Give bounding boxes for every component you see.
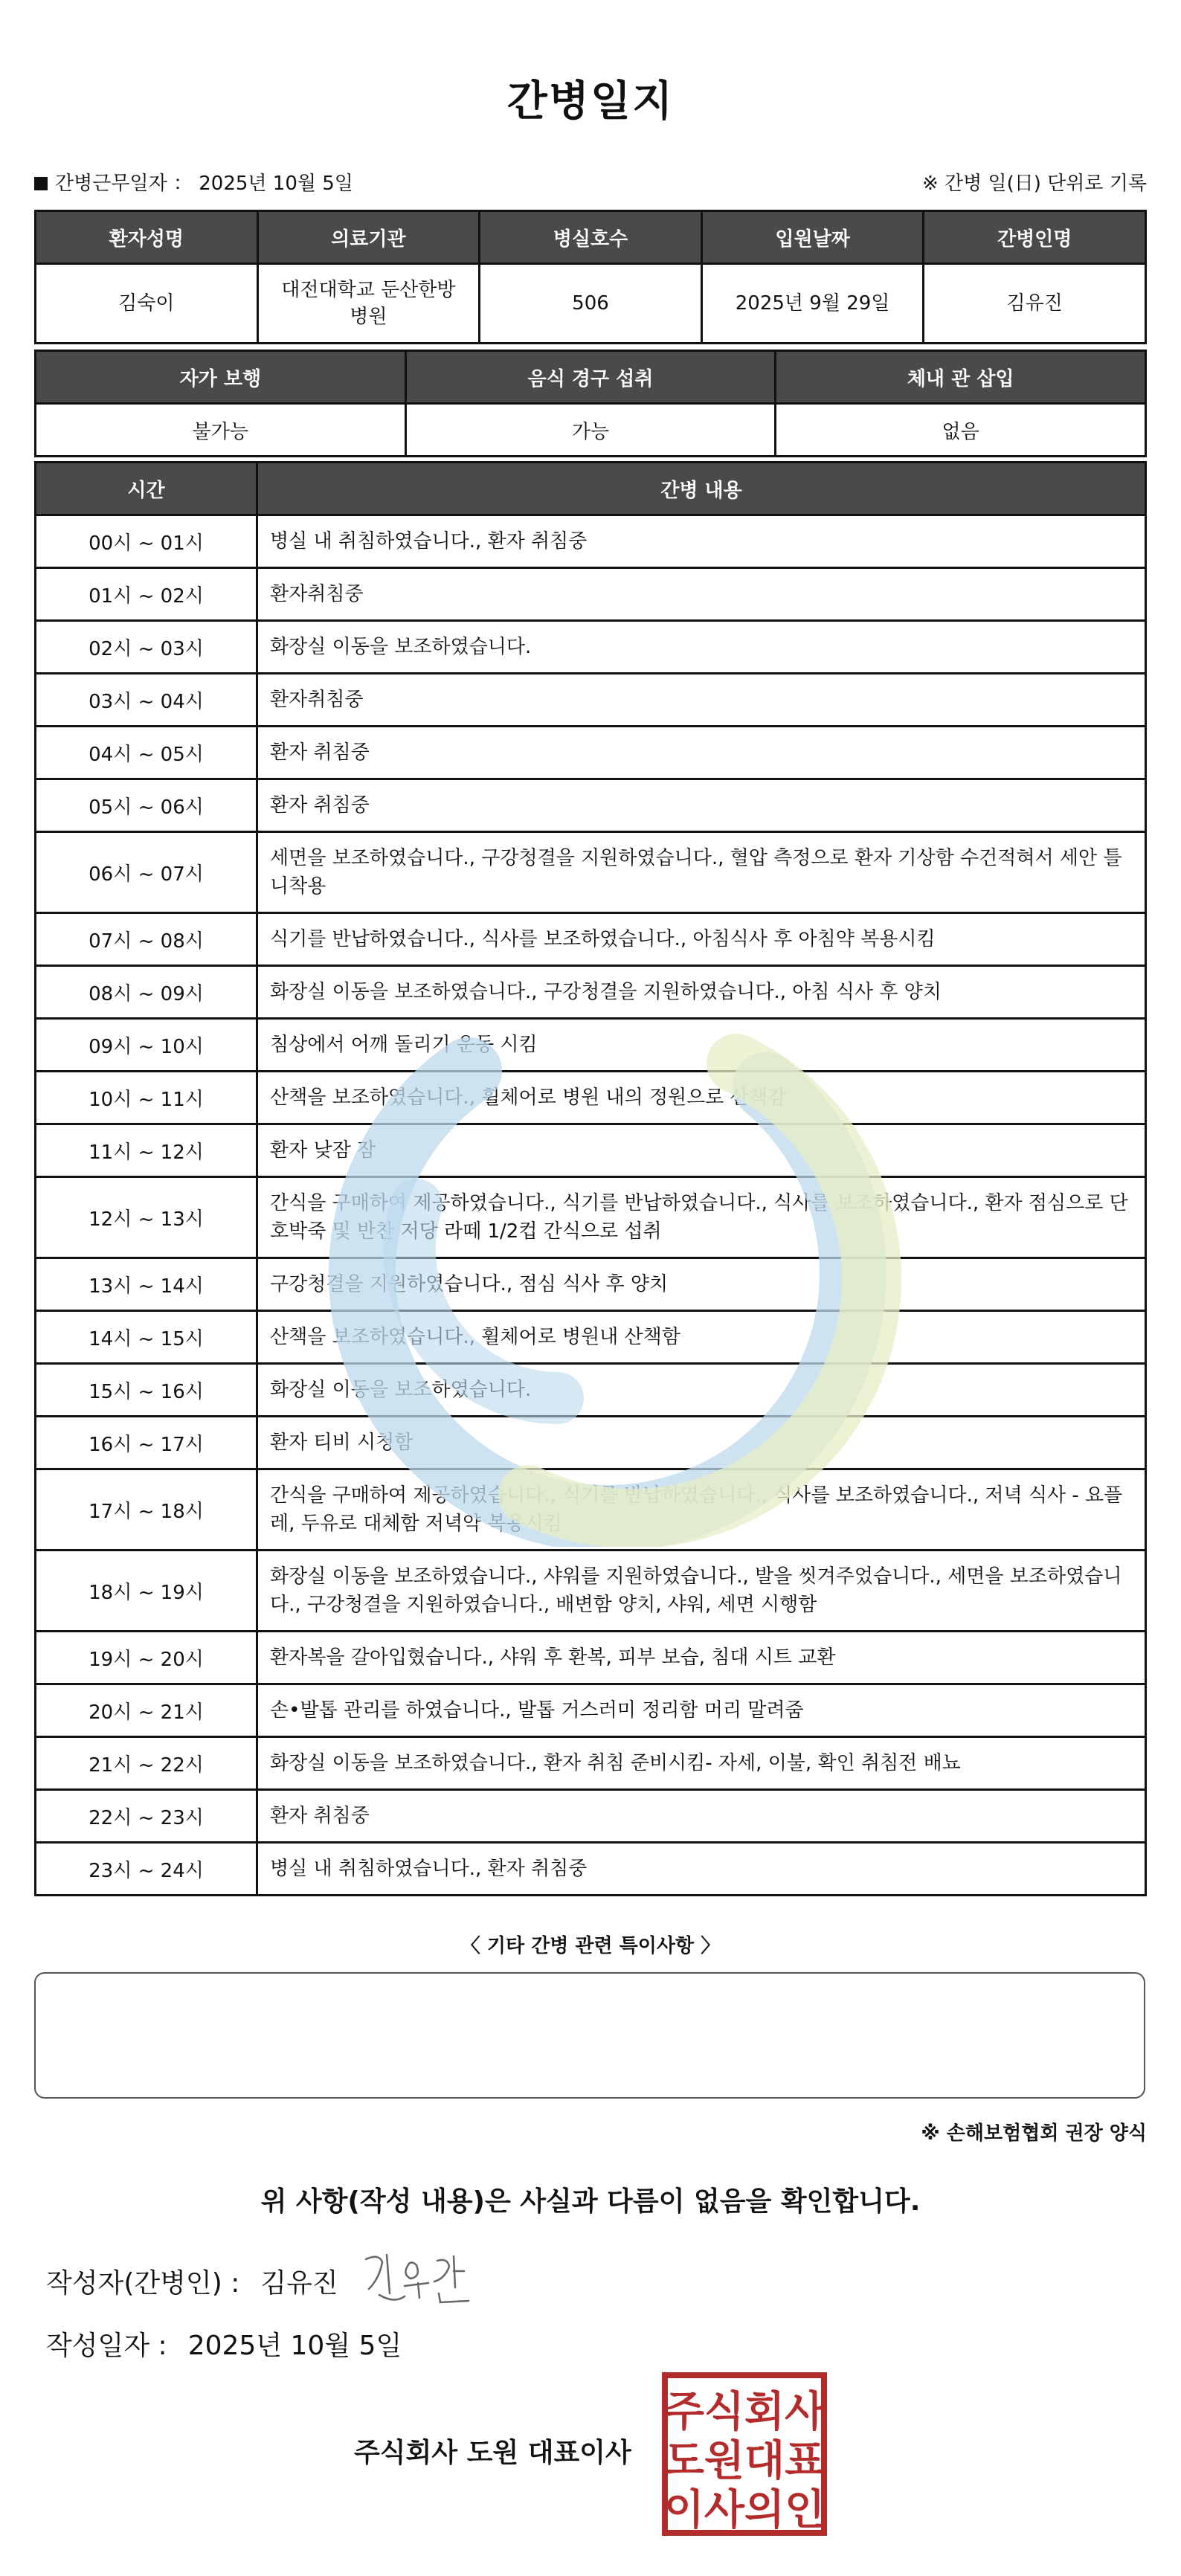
remarks-heading: 〈 기타 간병 관련 특이사항 〉	[460, 1935, 721, 1957]
company-representative: 주식회사 도원 대표이사	[354, 2438, 631, 2468]
log-time: 22시 ~ 23시	[36, 1790, 257, 1843]
table-row	[36, 1551, 1146, 1632]
table-row	[36, 1072, 1146, 1124]
header-care-content: 간병 내용	[257, 463, 1146, 515]
table-row	[36, 1177, 1146, 1258]
log-time: 07시 ~ 08시	[36, 913, 257, 966]
work-date-label: 간병근무일자 ：	[55, 173, 193, 195]
patient-info-value-row	[36, 264, 1146, 344]
page-title: 간병일지	[506, 77, 675, 126]
table-row	[36, 568, 1146, 621]
table-row	[36, 1019, 1146, 1072]
log-time: 01시 ~ 02시	[36, 568, 257, 621]
log-time: 08시 ~ 09시	[36, 966, 257, 1019]
log-content: 산책을 보조하였습니다., 휠체어로 병원내 산책함	[257, 1311, 1146, 1364]
table-row	[36, 913, 1146, 966]
writer-name: 김유진	[260, 2268, 338, 2299]
handwritten-signature-icon	[357, 2244, 483, 2311]
log-content: 화장실 이동을 보조하였습니다.	[257, 621, 1146, 674]
log-time: 14시 ~ 15시	[36, 1311, 257, 1364]
log-time: 09시 ~ 10시	[36, 1019, 257, 1072]
log-content: 환자취침중	[257, 568, 1146, 621]
table-row	[36, 832, 1146, 913]
patient-status-table	[34, 350, 1147, 457]
svg-text:도원대표: 도원대표	[663, 2437, 826, 2485]
log-time: 05시 ~ 06시	[36, 779, 257, 832]
room-number: 506	[480, 264, 702, 344]
writer-line	[46, 2262, 338, 2300]
log-time: 18시 ~ 19시	[36, 1551, 257, 1632]
log-content: 구강청결을 지원하였습니다., 점심 식사 후 양치	[257, 1258, 1146, 1311]
log-content: 환자 낮잠 잠	[257, 1124, 1146, 1177]
table-row	[36, 1469, 1146, 1551]
square-bullet-icon	[34, 177, 48, 190]
table-row	[36, 515, 1146, 568]
log-time: 23시 ~ 24시	[36, 1843, 257, 1896]
hospital-name: 대전대학교 둔산한방병원	[257, 264, 480, 344]
svg-text:주식회사: 주식회사	[663, 2388, 826, 2436]
log-time: 16시 ~ 17시	[36, 1417, 257, 1469]
log-content: 환자 취침중	[257, 779, 1146, 832]
log-time: 19시 ~ 20시	[36, 1632, 257, 1684]
log-time: 02시 ~ 03시	[36, 621, 257, 674]
log-content: 환자복을 갈아입혔습니다., 샤워 후 환복, 피부 보습, 침대 시트 교환	[257, 1632, 1146, 1684]
header-oral-intake: 음식 경구 섭취	[405, 351, 776, 404]
log-content: 간식을 구매하여 제공하였습니다., 식기를 반납하였습니다., 식사를 보조하였습니다., 저녁 식사 - 요플레, 두유로 대체함 저녁약 복용시킴	[257, 1469, 1146, 1551]
table-row	[36, 727, 1146, 779]
table-row	[36, 966, 1146, 1019]
log-content: 환자 취침중	[257, 727, 1146, 779]
patient-info-header-row	[36, 211, 1146, 264]
table-row	[36, 621, 1146, 674]
self-walking-value: 불가능	[36, 404, 406, 457]
admission-date: 2025년 9월 29일	[701, 264, 924, 344]
header-tube-insertion: 체내 관 삽입	[776, 351, 1146, 404]
table-row	[36, 1632, 1146, 1684]
header-caregiver-name: 간병인명	[924, 211, 1146, 264]
log-time: 13시 ~ 14시	[36, 1258, 257, 1311]
confirmation-statement: 위 사항(작성 내용)은 사실과 다름이 없음을 확인합니다.	[260, 2186, 921, 2217]
log-content: 세면을 보조하였습니다., 구강청결을 지원하였습니다., 혈압 측정으로 환자 기상함 수건적혀서 세안 틀니착용	[257, 832, 1146, 913]
table-row	[36, 1311, 1146, 1364]
log-time: 03시 ~ 04시	[36, 674, 257, 727]
table-row	[36, 1364, 1146, 1417]
log-content: 침상에서 어깨 돌리기 운동 시킴	[257, 1019, 1146, 1072]
header-hospital: 의료기관	[257, 211, 480, 264]
status-header-row	[36, 351, 1146, 404]
header-time: 시간	[36, 463, 257, 515]
hourly-care-log-table	[34, 461, 1147, 1896]
table-row	[36, 1684, 1146, 1737]
table-row	[36, 674, 1146, 727]
log-content: 환자 취침중	[257, 1790, 1146, 1843]
table-row	[36, 1790, 1146, 1843]
status-value-row	[36, 404, 1146, 457]
header-room-number: 병실호수	[480, 211, 702, 264]
log-time: 00시 ~ 01시	[36, 515, 257, 568]
log-content: 간식을 구매하여 제공하였습니다., 식기를 반납하였습니다., 식사를 보조하였습니다., 환자 점심으로 단호박죽 및 반찬 저당 라떼 1/2컵 간식으로 섭취	[257, 1177, 1146, 1258]
log-time: 04시 ~ 05시	[36, 727, 257, 779]
log-content: 화장실 이동을 보조하였습니다., 환자 취침 준비시킴- 자세, 이불, 확인 취침전 배뇨	[257, 1737, 1146, 1790]
written-date-label: 작성일자 :	[46, 2331, 167, 2361]
table-row	[36, 1258, 1146, 1311]
written-date-line	[46, 2325, 402, 2363]
log-time: 17시 ~ 18시	[36, 1469, 257, 1551]
log-content: 환자 티비 시청함	[257, 1417, 1146, 1469]
header-self-walking: 자가 보행	[36, 351, 406, 404]
form-standard-note: ※ 손해보험협회 권장 양식	[921, 2122, 1147, 2145]
log-content: 화장실 이동을 보조하였습니다., 구강청결을 지원하였습니다., 아침 식사 후 양치	[257, 966, 1146, 1019]
record-unit-note: ※ 간병 일(日) 단위로 기록	[921, 173, 1147, 195]
log-time: 12시 ~ 13시	[36, 1177, 257, 1258]
log-time: 06시 ~ 07시	[36, 832, 257, 913]
written-date-value: 2025년 10월 5일	[187, 2331, 402, 2361]
log-content: 손•발톱 관리를 하였습니다., 발톱 거스러미 정리함 머리 말려줌	[257, 1684, 1146, 1737]
company-seal-icon	[660, 2371, 828, 2537]
tube-insertion-value: 없음	[776, 404, 1146, 457]
work-date-line	[34, 168, 353, 196]
patient-name: 김숙이	[36, 264, 258, 344]
caregiver-name: 김유진	[924, 264, 1146, 344]
log-time: 10시 ~ 11시	[36, 1072, 257, 1124]
log-content: 산책을 보조하였습니다., 휠체어로 병원 내의 정원으로 산책감	[257, 1072, 1146, 1124]
log-content: 병실 내 취침하였습니다., 환자 취침중	[257, 515, 1146, 568]
log-content: 화장실 이동을 보조하였습니다., 샤워를 지원하였습니다., 발을 씻겨주었습니다., 세면을 보조하였습니다., 구강청결을 지원하였습니다., 배변함 양치, 샤워, 세면 시행함	[257, 1551, 1146, 1632]
writer-label: 작성자(간병인) :	[46, 2268, 240, 2299]
log-time: 11시 ~ 12시	[36, 1124, 257, 1177]
log-time: 20시 ~ 21시	[36, 1684, 257, 1737]
oral-intake-value: 가능	[405, 404, 776, 457]
log-content: 병실 내 취침하였습니다., 환자 취침중	[257, 1843, 1146, 1896]
work-date-value: 2025년 10월 5일	[199, 173, 353, 195]
patient-info-table	[34, 210, 1147, 344]
table-row	[36, 1124, 1146, 1177]
log-content: 식기를 반납하였습니다., 식사를 보조하였습니다., 아침식사 후 아침약 복용시킴	[257, 913, 1146, 966]
log-time: 15시 ~ 16시	[36, 1364, 257, 1417]
log-content: 환자취침중	[257, 674, 1146, 727]
svg-text:이사의인: 이사의인	[663, 2486, 826, 2534]
header-admission-date: 입원날짜	[701, 211, 924, 264]
log-header-row	[36, 463, 1146, 515]
table-row	[36, 779, 1146, 832]
table-row	[36, 1737, 1146, 1790]
log-content: 화장실 이동을 보조하였습니다.	[257, 1364, 1146, 1417]
log-time: 21시 ~ 22시	[36, 1737, 257, 1790]
table-row	[36, 1843, 1146, 1896]
remarks-box	[34, 1972, 1145, 2099]
header-patient-name: 환자성명	[36, 211, 258, 264]
table-row	[36, 1417, 1146, 1469]
